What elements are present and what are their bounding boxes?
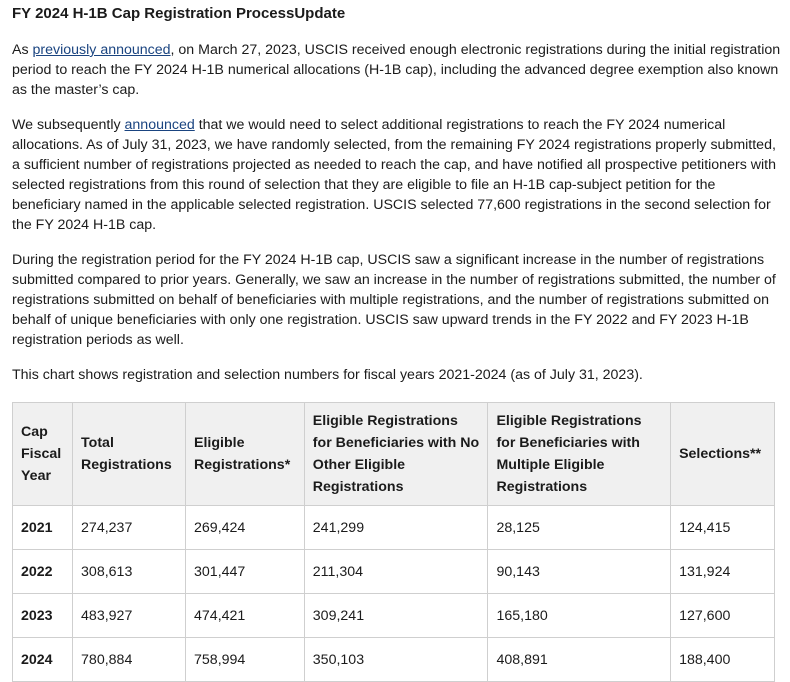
cell-no-other: 211,304	[304, 550, 488, 594]
paragraph-trends: During the registration period for the FY 2024 H-1B cap, USCIS saw a significant increase in the number of registrations submitted compared to prior years. Generally, we saw an increase in the number of registrations submitted, the number of registrations submitted on behalf of beneficiaries with multiple registrations, and the number of registrations submitted on behalf of unique beneficiaries with only one registration. USCIS saw upward trends in the FY 2022 and FY 2023 H-1B registration periods as well.	[12, 252, 776, 348]
cell-no-other: 309,241	[304, 594, 488, 638]
cell-eligible: 474,421	[186, 594, 305, 638]
table-row	[13, 638, 775, 682]
cell-total: 274,237	[73, 506, 186, 550]
paragraph-selection-text-before: We subsequently	[12, 117, 125, 133]
cell-year: 2022	[13, 550, 73, 594]
registration-table	[12, 402, 775, 682]
cell-year: 2024	[13, 638, 73, 682]
cell-no-other: 241,299	[304, 506, 488, 550]
paragraph-intro-text-before: As	[12, 42, 33, 58]
announced-link[interactable]: announced	[124, 117, 195, 133]
cell-no-other: 350,103	[304, 638, 488, 682]
header-eligible-no-other: Eligible Registrations for Beneficiaries with No Other Eligible Registrations	[304, 403, 488, 506]
table-row	[13, 594, 775, 638]
paragraph-selection-text-after: that we would need to select additional registrations to reach the FY 2024 numerical allocations. As of July 31, 2023, we have randomly selected, from the remaining FY 2024 registrations properly submitted, a sufficient number of registrations projected as needed to reach the cap, and have notified all prospective petitioners with selected registrations from this round of selection that they are eligible to file an H-1B cap-subject petition for the beneficiary named in the applicable selected registration. USCIS selected 77,600 registrations in the second selection for the FY 2024 H-1B cap.	[12, 117, 776, 233]
cell-total: 483,927	[73, 594, 186, 638]
cell-total: 780,884	[73, 638, 186, 682]
header-cap-fiscal-year: Cap Fiscal Year	[13, 403, 73, 506]
content-area	[12, 0, 782, 668]
cell-eligible: 269,424	[186, 506, 305, 550]
paragraph-chart-intro: This chart shows registration and selection numbers for fiscal years 2021-2024 (as of July 31, 2023).	[12, 367, 643, 383]
previously-announced-link[interactable]: previously announced	[32, 42, 171, 58]
cell-eligible: 301,447	[186, 550, 305, 594]
paragraph-intro	[12, 40, 782, 100]
table-row	[13, 506, 775, 550]
cell-selections: 188,400	[671, 638, 775, 682]
cell-multiple: 90,143	[488, 550, 671, 594]
paragraph-intro-text-after: , on March 27, 2023, USCIS received enough electronic registrations during the initial registration period to reach the FY 2024 H-1B numerical allocations (H-1B cap), including the advanced degree exemption also known as the master’s cap.	[12, 42, 781, 98]
table-header-row	[13, 403, 775, 506]
cell-multiple: 28,125	[488, 506, 671, 550]
cell-total: 308,613	[73, 550, 186, 594]
paragraph-selection	[12, 115, 782, 235]
header-eligible-registrations: Eligible Registrations*	[186, 403, 305, 506]
cell-multiple: 165,180	[488, 594, 671, 638]
header-selections: Selections**	[671, 403, 775, 506]
cell-multiple: 408,891	[488, 638, 671, 682]
cell-year: 2023	[13, 594, 73, 638]
header-eligible-multiple: Eligible Registrations for Beneficiaries with Multiple Eligible Registrations	[488, 403, 671, 506]
page-title: FY 2024 H-1B Cap Registration ProcessUpdate	[12, 5, 346, 22]
header-total-registrations: Total Registrations	[73, 403, 186, 506]
cell-selections: 124,415	[671, 506, 775, 550]
cell-selections: 131,924	[671, 550, 775, 594]
table-row	[13, 550, 775, 594]
cell-year: 2021	[13, 506, 73, 550]
cell-selections: 127,600	[671, 594, 775, 638]
cell-eligible: 758,994	[186, 638, 305, 682]
